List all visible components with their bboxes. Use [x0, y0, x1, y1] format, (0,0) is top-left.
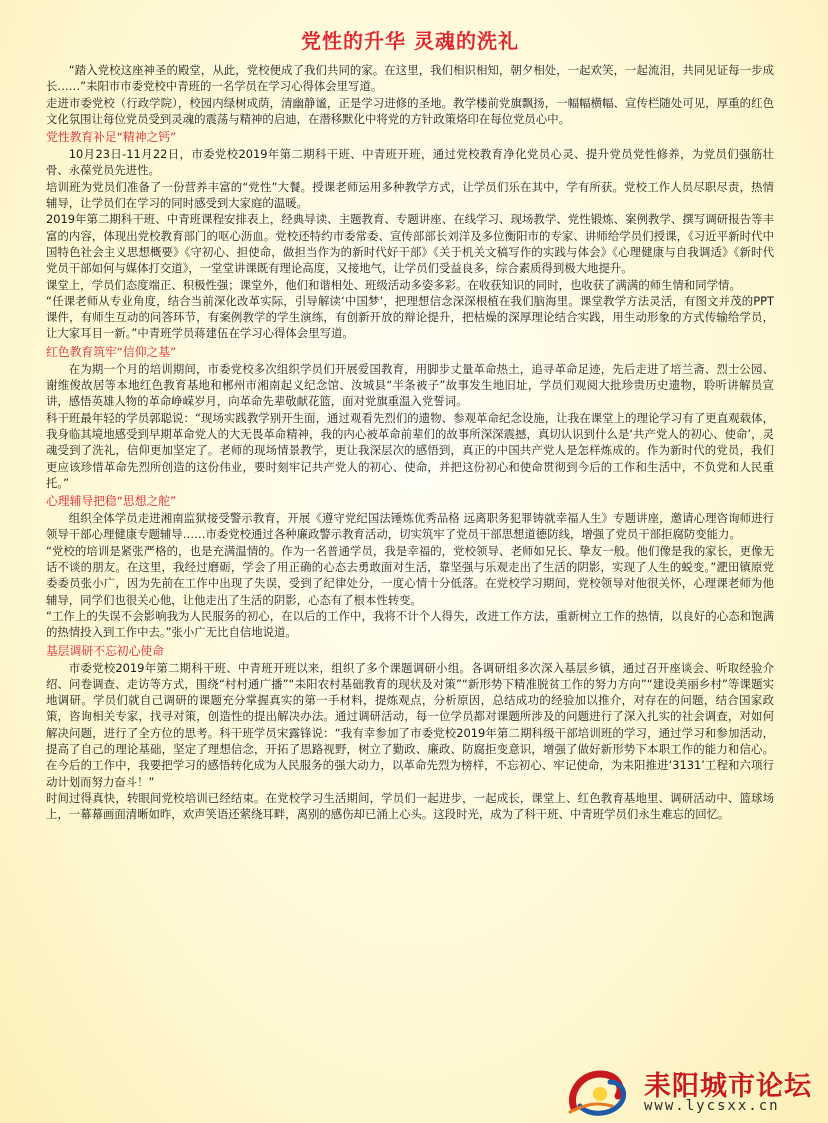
section-paragraph: 2019年第二期科干班、中青班课程安排表上，经典导读、主题教育、专题讲座、在线学习、现场教学、党性锻炼、案例教学、撰写调研报告等丰富的内容，体现出党校教育部门的呕心沥血。党校还特约市委常委、宣传部部长刘洋及多位衡阳市的专家、讲师给学员们授课，《习近平新时代中国特色社会主义思想概要》《守初心、担使命，做担当作为的新时代好干部》《关于机关文稿写作的实践与体会》《心理健康与自我调适》《新时代党员干部如何与媒体打交道》，一堂堂讲课既有理论高度，又接地气，让学员们受益良多，综合素质得到极大地提升。: [46, 212, 774, 276]
section-paragraph: 市委党校2019年第二期科干班、中青班开班以来，组织了多个课题调研小组。各调研组多次深入基层乡镇，通过召开座谈会、听取经验介绍、问卷调查、走访等方式，围绕“村村通广播”“耒阳农村基础教育的现状及对策”“新形势下精准脱贫工作的努力方向”“建设美丽乡村”等课题实地调研。学员们就自己调研的课题充分掌握真实的第一手材料，提炼观点，分析原因，总结成功的经验加以推介，对存在的问题，结合国家政策，咨询相关专家，找寻对策，创造性的提出解决办法。通过调研活动，每一位学员都对课题所涉及的问题进行了深入扎实的社会调查，对如何解决问题，进行了全方位的思考。科干班学员宋露锋说：“我有幸参加了市委党校2019年第二期科级干部培训班的学习，通过学习和参加活动，提高了自己的理论基础，坚定了理想信念，开拓了思路视野，树立了勤政、廉政、防腐拒变意识，增强了做好新形势下本职工作的能力和信心。在今后的工作中，我要把学习的感悟转化成为人民服务的强大动力，以革命先烈为榜样，不忘初心、牢记使命，为耒阳推进‘3131’工程和六项行动计划而努力奋斗！”: [46, 660, 774, 789]
section-paragraph: 培训班为党员们准备了一份营养丰富的“党性”大餐。授课老师运用多种教学方式，让学员们乐在其中，学有所获。党校工作人员尽职尽责，热情辅导，让学员们在学习的同时感受到大家庭的温暖。: [46, 179, 774, 211]
section-paragraph: 时间过得真快，转眼间党校培训已经结束。在党校学习生活期间，学员们一起进步，一起成长，课堂上、红色教育基地里、调研活动中、篮球场上，一幕幕画面清晰如昨，欢声笑语还萦绕耳畔，离别的感伤却已涌上心头。这段时光，成为了科干班、中青班学员们永生难忘的回忆。: [46, 790, 774, 822]
section-heading: 基层调研不忘初心使命: [46, 643, 164, 658]
section-heading: 党性教育补足“精神之钙”: [46, 130, 177, 145]
section-heading: 红色教育筑牢“信仰之基”: [46, 344, 177, 359]
logo-url[interactable]: www.lycsxx.cn: [644, 1098, 780, 1114]
section-heading: 心理辅导把稳“思想之舵”: [46, 494, 177, 509]
section-paragraph: “任课老师从专业角度，结合当前深化改革实际，引导解读‘中国梦’，把理想信念深深根植在我们脑海里。课堂教学方法灵活，有图文并茂的PPT课件，有师生互动的问答环节，有案例教学的学生演练，有创新开放的辩论提升，把枯燥的深厚理论结合实践，用生动形象的方式传输给学员，让大家耳目一新。”中青班学员蒋建伍在学习心得体会里写道。: [46, 293, 774, 341]
section-paragraph: 科干班最年轻的学员郭聪说：“现场实践教学别开生面，通过观看先烈们的遗物、参观革命纪念设施，让我在课堂上的理论学习有了更直观载体，我身临其境地感受到早期革命党人的大无畏革命精神，我的内心被革命前辈们的故事所深深震撼，真切认识到什么是‘共产党人的初心、使命’，灵魂受到了洗礼，信仰更加坚定了。老师的现场情景教学，更让我深层次的感悟到，真正的中国共产党人是怎样炼成的。作为新时代的党员，我们更应该珍惜革命先烈所创造的这份伟业，要时刻牢记共产党人的初心、使命，并把这份初心和使命贯彻到今后的工作和生活中，不负党和人民重托。”: [46, 410, 774, 490]
site-logo[interactable]: [566, 1062, 820, 1118]
page-title: 党性的升华 灵魂的洗礼: [301, 29, 519, 53]
section-paragraph: “工作上的失误不会影响我为人民服务的初心，在以后的工作中，我将不计个人得失，改进工作方法，重新树立工作的热情，以良好的心态和饱满的热情投入到工作中去。”张小广无比自信地说道。: [46, 608, 774, 640]
section-paragraph: 在为期一个月的培训期间，市委党校多次组织学员们开展爱国教育，用脚步丈量革命热土，追寻革命足迹，先后走进了培兰斋、烈士公园、谢维俊故居等本地红色教育基地和郴州市湘南起义纪念馆、汝城县“半条被子”故事发生地旧址，学员们观阅大批珍贵历史遗物，聆听讲解员宣讲，感悟英雄人物的革命峥嵘岁月，向革命先辈敬献花篮，面对党旗重温入党誓词。: [46, 361, 774, 409]
section-paragraph: 课堂上，学员们态度端正、积极性强；课堂外，他们和谐相处、班级活动多姿多彩。在收获知识的同时，也收获了满满的师生情和同学情。: [46, 277, 741, 292]
intro-paragraph: “踏入党校这座神圣的殿堂，从此，党校便成了我们共同的家。在这里，我们相识相知，朝夕相处，一起欢笑，一起流泪，共同见证每一步成长……”耒阳市市委党校中青班的一名学员在学习心得体会里写道。: [46, 63, 774, 94]
article: [46, 28, 774, 822]
section-paragraph: 10月23日-11月22日，市委党校2019年第二期科干班、中青班开班，通过党校教育净化党员心灵、提升党员党性修养，为党员们强筋壮骨、永葆党员先进性。: [46, 147, 774, 178]
article-body: [46, 129, 774, 822]
section-paragraph: “党校的培训是紧张严格的，也是充满温情的。作为一名普通学员，我是幸福的，党校领导、老师如兄长、挚友一般。他们像是我的家长，更像无话不谈的朋友。在这里，我经过磨砺，学会了用正确的心态去勇敢面对生活，靠坚强与乐观走出了生活的阴影，实现了人生的蜕变。”淝田镇原党委委员张小广，因为先前在工作中出现了失误，受到了纪律处分，一度心情十分低落。在党校学习期间，党校领导对他很关怀，心理课老师为他辅导，同学们也很关心他，让他走出了生活的阴影，心态有了根本性转变。: [46, 543, 774, 607]
article-intro: [46, 62, 774, 127]
intro-paragraph: 走进市委党校（行政学院），校园内绿树成荫，清幽静谧，正是学习进修的圣地。教学楼前党旗飘扬，一幅幅横幅、宣传栏随处可见，厚重的红色文化氛围让每位党员受到灵魂的震荡与精神的启迪，在潜移默化中将党的方针政策烙印在每位党员心中。: [46, 95, 774, 126]
logo-name: 耒阳城市论坛: [644, 1071, 812, 1102]
section-paragraph: 组织全体学员走进湘南监狱接受警示教育，开展《遵守党纪国法锤炼优秀品格 远离职务犯罪铸就幸福人生》专题讲座，邀请心理咨询师进行领导干部心理健康专题辅导……市委党校通过各种廉政警示教育活动，切实筑牢了党员干部思想道德防线，增强了党员干部拒腐防变能力。: [46, 511, 774, 542]
forum-swirl-logo-icon: [566, 1066, 640, 1118]
